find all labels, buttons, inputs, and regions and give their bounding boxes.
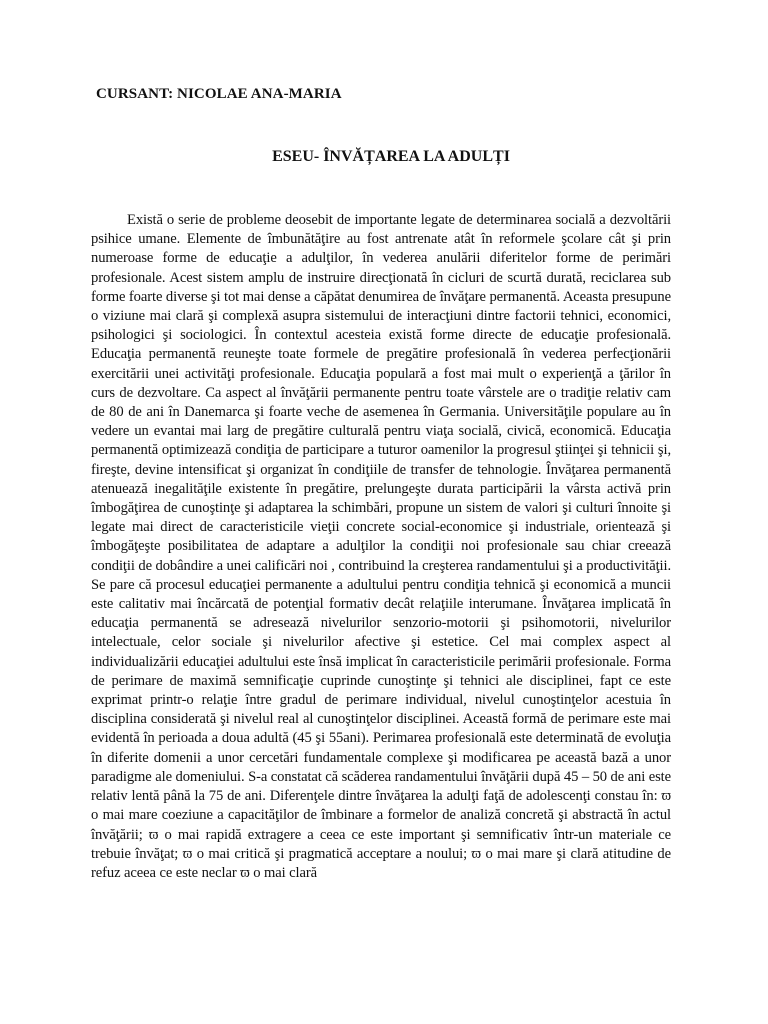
essay-body-paragraph: Există o serie de probleme deosebit de importante legate de determinarea socială a dezvoltării psihice umane. Elemente de îmbunătăţire au fost antrenate atât în reformele şcolare cât şi prin numeroase forme de educaţie a adulţilor, în vederea anulării diferitelor forme de perimări profesionale. Acest sistem amplu de instruire direcţionată în cicluri de scurtă durată, reciclarea sub forme foarte diverse şi tot mai dense a căpătat denumirea de învăţare permanentă. Aceasta presupune o viziune mai clară şi complexă asupra sistemului de interacţiuni dintre factorii tehnici, economici, psihologici şi sociologici. În contextul acesteia există forme directe de educaţie profesională. Educaţia permanentă reuneşte toate formele de pregătire profesională în vederea perfecţionării exercitării unei activităţi profesionale. Educaţia populară a fost mai mult o experienţă a ţărilor în curs de dezvoltare. Ca aspect al învăţării permanente pentru toate vârstele are o tradiţie relativ cam de 80 de ani în Danemarca şi foarte veche de asemenea în Germania. Universităţile populare au în vedere un evantai mai larg de pregătire culturală pentru viaţa socială, civică, economică. Educaţia permanentă optimizează condiţia de participare a tuturor oamenilor la progresul ştiinţei şi tehnicii şi, fireşte, devine intensificat şi organizat în condiţiile de transfer de tehnologie. Învăţarea permanentă atenuează inegalităţile existente în pregătire, prelungeşte durata participării la vârsta activă prin îmbogăţirea de cunoştinţe şi adaptarea la schimbări, propune un sistem de valori şi culturi înnoite şi legate mai direct de caracteristicile vieţii concrete social-economice şi industriale, orientează şi îmbogăţeşte posibilitatea de adaptare a adulţilor la condiţii noi profesionale sau chiar creează condiţii de dobândire a unei calificări noi , contribuind la creşterea randamentului şi a productivităţii. Se pare că procesul educaţiei permanente a adultului pentru condiţia tehnică şi economică a muncii este calitativ mai încărcată de potenţial formativ decât relaţiile interumane. Învăţarea implicată în educaţia permanentă se adresează nivelurilor senzorio-motorii şi psihomotorii, nivelurilor intelectuale, celor sociale şi nivelurilor afective şi estetice. Cel mai complex aspect al individualizării educaţiei adultului este însă implicat în caracteristicile perimării profesionale. Forma de perimare de maximă semnificaţie cuprinde cunoştinţe şi tehnici ale disciplinei, fapt ce este exprimat printr-o relaţie între gradul de perimare individual, nivelul cunoştinţelor acestuia în disciplina considerată şi nivelul real al cunoştinţelor disciplinei. Această formă de perimare este mai evidentă în perioada a doua adultă (45 şi 55ani). Perimarea profesională este determinată de evoluţia în diferite domenii a unor cercetări fundamentale complexe şi modificarea pe această bază a unor paradigme ale domeniului. S-a constatat că scăderea randamentului învăţării după 45 – 50 de ani este relativ lentă până la 75 de ani. Diferenţele dintre învăţarea la adulţi faţă de adolescenţi constau în: ϖ o mai mare coeziune a capacităţilor de îmbinare a formelor de analiză concretă şi abstractă în actul învăţării; ϖ o mai rapidă extragere a ceea ce este important şi semnificativ într-un materiale ce trebuie învăţat; ϖ o mai critică şi pragmatică acceptare a noului; ϖ o mai mare şi clară atitudine de refuz aceea ce este neclar ϖ o mai clară	[91, 212, 672, 881]
author-line: CURSANT: NICOLAE ANA-MARIA	[96, 86, 342, 102]
essay-title: ESEU- ÎNVĂȚAREA LA ADULȚI	[272, 148, 510, 165]
